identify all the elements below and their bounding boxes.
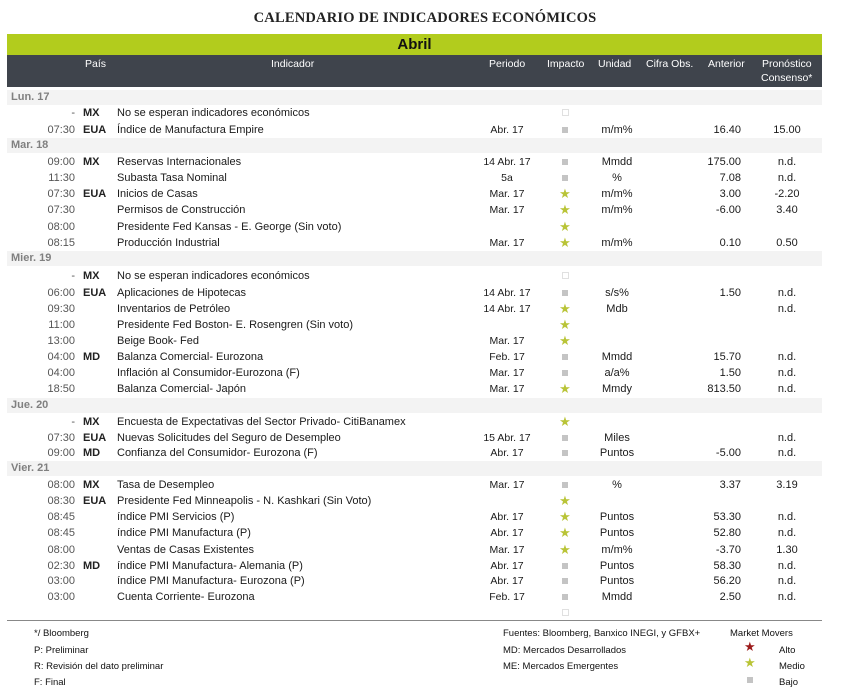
cell-anterior: 175.00 <box>707 156 741 168</box>
cell-pais: MX <box>83 107 100 119</box>
cell-pronostico: n.d. <box>777 575 797 587</box>
cell-periodo: 14 Abr. 17 <box>483 303 531 315</box>
cell-indicador: Presidente Fed Minneapolis - N. Kashkari (Sin Voto) <box>117 495 372 507</box>
cell-unidad: s/s% <box>605 287 629 299</box>
cell-time: - <box>71 416 75 428</box>
cell-pronostico: 3.40 <box>776 204 798 216</box>
impact-medio-star-icon: ★ <box>559 235 571 250</box>
cell-periodo: Mar. 17 <box>489 335 525 347</box>
table-row <box>7 542 822 558</box>
note-md: MD: Mercados Desarrollados <box>503 645 627 656</box>
cell-unidad: m/m% <box>601 544 633 556</box>
cell-time: 08:45 <box>47 511 75 523</box>
cell-anterior: 53.30 <box>713 511 741 523</box>
cell-pais: MX <box>83 270 100 282</box>
cell-unidad: a/a% <box>604 367 630 379</box>
cell-pronostico: n.d. <box>777 351 797 363</box>
legend-bajo: Bajo <box>779 677 799 688</box>
cell-unidad: % <box>612 172 622 184</box>
cell-indicador: Beige Book- Fed <box>117 335 199 347</box>
star-alto-icon: ★ <box>744 639 756 654</box>
impact-medio-star-icon: ★ <box>559 542 571 557</box>
cell-time: 11:00 <box>48 319 75 331</box>
cell-anterior: 2.50 <box>719 591 741 603</box>
cell-indicador: Ventas de Casas Existentes <box>117 544 254 556</box>
cell-indicador: Producción Industrial <box>117 237 220 249</box>
cell-time: 08:00 <box>47 544 75 556</box>
cell-time: - <box>71 270 75 282</box>
impact-empty-icon <box>559 605 571 621</box>
impact-bajo-square-icon <box>559 349 571 365</box>
table-row <box>7 186 822 202</box>
star-medio-icon: ★ <box>744 655 756 670</box>
cell-periodo: 14 Abr. 17 <box>483 287 531 299</box>
cell-anterior: 3.00 <box>719 188 741 200</box>
cell-indicador: Presidente Fed Boston- E. Rosengren (Sin voto) <box>117 319 354 331</box>
cell-time: 04:00 <box>47 367 75 379</box>
cell-indicador: índice PMI Servicios (P) <box>117 511 235 523</box>
cell-anterior: 52.80 <box>713 527 741 539</box>
impact-medio-star-icon: ★ <box>559 186 571 201</box>
cell-pronostico: 15.00 <box>773 124 801 136</box>
cell-periodo: Mar. 17 <box>489 544 525 556</box>
table-row <box>7 105 822 121</box>
cell-pronostico: n.d. <box>777 591 797 603</box>
cell-unidad: m/m% <box>601 237 633 249</box>
cell-pronostico: n.d. <box>777 511 797 523</box>
cell-periodo: Mar. 17 <box>489 204 525 216</box>
impact-medio-star-icon: ★ <box>559 525 571 540</box>
cell-anterior: 813.50 <box>707 383 741 395</box>
cell-periodo: 5a <box>501 172 513 184</box>
cell-unidad: m/m% <box>601 204 633 216</box>
cell-periodo: Feb. 17 <box>489 351 525 363</box>
month-banner: Abril <box>7 34 822 55</box>
cell-pronostico: -2.20 <box>774 188 800 200</box>
cell-anterior: -6.00 <box>715 204 741 216</box>
cell-pronostico: 0.50 <box>776 237 798 249</box>
cell-anterior: 58.30 <box>713 560 741 572</box>
cell-time: 08:45 <box>47 527 75 539</box>
cell-periodo: Mar. 17 <box>489 367 525 379</box>
cell-pronostico: 3.19 <box>776 479 798 491</box>
cell-anterior: 16.40 <box>713 124 741 136</box>
cell-unidad: Puntos <box>599 447 635 459</box>
cell-pais: MX <box>83 156 100 168</box>
table-row <box>7 349 822 365</box>
table-row-end <box>7 605 822 621</box>
note-preliminar: P: Preliminar <box>34 645 89 656</box>
cell-pronostico: n.d. <box>777 560 797 572</box>
note-final: F: Final <box>34 677 66 688</box>
note-fuentes: Fuentes: Bloomberg, Banxico INEGI, y GFBX+ <box>503 628 701 639</box>
cell-unidad: Mdb <box>606 303 628 315</box>
cell-anterior: 7.08 <box>719 172 741 184</box>
col-header-indicador: Indicador <box>271 58 315 70</box>
cell-pronostico: 1.30 <box>776 544 798 556</box>
cell-time: 18:50 <box>47 383 75 395</box>
table-row <box>7 573 822 589</box>
day-label: Mar. 18 <box>11 139 49 151</box>
impact-bajo-square-icon <box>559 170 571 186</box>
impact-bajo-square-icon <box>559 365 571 381</box>
cell-periodo: Abr. 17 <box>490 124 524 136</box>
cell-pronostico: n.d. <box>777 156 797 168</box>
cell-anterior: -5.00 <box>715 447 741 459</box>
cell-pronostico: n.d. <box>777 172 797 184</box>
cell-indicador: Reservas Internacionales <box>117 156 242 168</box>
col-header-periodo: Periodo <box>489 58 526 70</box>
cell-periodo: Abr. 17 <box>490 560 524 572</box>
cell-pais: EUA <box>83 432 107 444</box>
cell-pais: MX <box>83 416 100 428</box>
legend-medio: Medio <box>779 661 805 672</box>
cell-anterior: 1.50 <box>719 367 741 379</box>
cell-unidad: m/m% <box>601 188 633 200</box>
day-header <box>7 461 822 476</box>
cell-anterior: 1.50 <box>719 287 741 299</box>
cell-time: 07:30 <box>47 204 75 216</box>
col-header-impacto: Impacto <box>547 58 585 70</box>
cell-indicador: índice PMI Manufactura- Eurozona (P) <box>117 575 305 587</box>
legend-alto: Alto <box>779 645 796 656</box>
impact-bajo-square-icon <box>559 122 571 138</box>
cell-periodo: Abr. 17 <box>490 575 524 587</box>
cell-periodo: 14 Abr. 17 <box>483 156 531 168</box>
cell-periodo: 15 Abr. 17 <box>483 432 531 444</box>
col-header-cifra: Cifra Obs. <box>646 58 694 70</box>
cell-time: 08:00 <box>47 221 75 233</box>
impact-bajo-square-icon <box>559 430 571 446</box>
cell-periodo: Mar. 17 <box>489 237 525 249</box>
day-label: Lun. 17 <box>11 91 50 103</box>
table-row <box>7 445 822 461</box>
table-row <box>7 477 822 493</box>
impact-bajo-square-icon <box>559 558 571 574</box>
cell-indicador: Tasa de Desempleo <box>117 479 215 491</box>
cell-unidad: Puntos <box>599 527 635 539</box>
impact-medio-star-icon: ★ <box>559 381 571 396</box>
impact-empty-icon <box>559 268 571 284</box>
page-title: CALENDARIO DE INDICADORES ECONÓMICOS <box>253 10 597 26</box>
cell-time: 04:00 <box>47 351 75 363</box>
cell-unidad: Puntos <box>599 560 635 572</box>
cell-unidad: Puntos <box>599 511 635 523</box>
table-row <box>7 154 822 170</box>
cell-pronostico: n.d. <box>777 527 797 539</box>
table-row <box>7 268 822 284</box>
table-row <box>7 493 822 509</box>
cell-periodo: Abr. 17 <box>490 527 524 539</box>
cell-indicador: Inicios de Casas <box>117 188 198 200</box>
table-header <box>7 55 822 87</box>
cell-periodo: Mar. 17 <box>489 383 525 395</box>
cell-indicador: Confianza del Consumidor- Eurozona (F) <box>117 447 318 459</box>
impact-bajo-square-icon <box>559 477 571 493</box>
cell-time: 03:00 <box>47 575 75 587</box>
table-row <box>7 301 822 317</box>
square-bajo-icon <box>747 677 753 683</box>
cell-pais: EUA <box>83 188 107 200</box>
table-row <box>7 285 822 301</box>
impact-medio-star-icon: ★ <box>559 493 571 508</box>
footer-divider <box>7 620 822 621</box>
cell-time: 06:00 <box>47 287 75 299</box>
impact-bajo-square-icon <box>559 589 571 605</box>
cell-time: 07:30 <box>47 124 75 136</box>
day-label: Mier. 19 <box>11 252 52 264</box>
cell-indicador: Nuevas Solicitudes del Seguro de Desempleo <box>117 432 341 444</box>
table-row <box>7 589 822 605</box>
cell-unidad: Mmdd <box>601 351 633 363</box>
cell-time: 03:00 <box>47 591 75 603</box>
cell-pronostico: n.d. <box>777 447 797 459</box>
impact-bajo-square-icon <box>559 445 571 461</box>
impact-bajo-square-icon <box>559 573 571 589</box>
cell-pronostico: n.d. <box>777 287 797 299</box>
note-me: ME: Mercados Emergentes <box>503 661 619 672</box>
cell-time: 11:30 <box>48 172 75 184</box>
cell-indicador: Subasta Tasa Nominal <box>117 172 227 184</box>
cell-time: - <box>71 107 75 119</box>
cell-pais: MD <box>83 447 101 459</box>
table-row <box>7 558 822 574</box>
day-label: Jue. 20 <box>11 399 49 411</box>
day-header <box>7 251 822 266</box>
cell-indicador: Balanza Comercial- Eurozona <box>117 351 264 363</box>
legend-title: Market Movers <box>730 628 793 639</box>
cell-indicador: Inflación al Consumidor-Eurozona (F) <box>117 367 300 379</box>
cell-periodo: Mar. 17 <box>489 479 525 491</box>
table-row <box>7 525 822 541</box>
note-bloomberg: */ Bloomberg <box>34 628 89 639</box>
cell-indicador: Índice de Manufactura Empire <box>117 124 264 136</box>
cell-periodo: Abr. 17 <box>490 447 524 459</box>
table-row <box>7 365 822 381</box>
cell-unidad: Puntos <box>599 575 635 587</box>
cell-pronostico: n.d. <box>777 367 797 379</box>
impact-empty-icon <box>559 105 571 121</box>
table-row <box>7 122 822 138</box>
table-row <box>7 509 822 525</box>
cell-unidad: Mmdy <box>602 383 632 395</box>
cell-unidad: Mmdd <box>601 156 633 168</box>
cell-time: 09:30 <box>47 303 75 315</box>
cell-pais: EUA <box>83 495 107 507</box>
table-row <box>7 235 822 251</box>
impact-medio-star-icon: ★ <box>559 333 571 348</box>
cell-indicador: Inventarios de Petróleo <box>117 303 231 315</box>
table-row <box>7 202 822 218</box>
day-header <box>7 398 822 413</box>
cell-pronostico: n.d. <box>777 383 797 395</box>
col-header-anterior: Anterior <box>708 58 745 70</box>
impact-bajo-square-icon <box>559 154 571 170</box>
cell-time: 07:30 <box>47 432 75 444</box>
cell-pais: MX <box>83 479 100 491</box>
day-label: Vier. 21 <box>11 462 50 474</box>
cell-periodo: Feb. 17 <box>489 591 525 603</box>
cell-pais: MD <box>83 560 101 572</box>
col-header-pais: País <box>85 58 107 70</box>
note-revision: R: Revisión del dato preliminar <box>34 661 164 672</box>
day-header <box>7 138 822 153</box>
cell-indicador: índice PMI Manufactura- Alemania (P) <box>117 560 303 572</box>
table-row <box>7 333 822 349</box>
cell-pais: EUA <box>83 287 107 299</box>
cell-unidad: m/m% <box>601 124 633 136</box>
impact-medio-star-icon: ★ <box>559 219 571 234</box>
cell-time: 13:00 <box>47 335 75 347</box>
col-header-unidad: Unidad <box>598 58 632 70</box>
day-header <box>7 90 822 105</box>
cell-indicador: Cuenta Corriente- Eurozona <box>117 591 255 603</box>
cell-time: 08:15 <box>47 237 75 249</box>
cell-pais: MD <box>83 351 101 363</box>
cell-periodo: Mar. 17 <box>489 188 525 200</box>
cell-indicador: No se esperan indicadores económicos <box>117 270 310 282</box>
cell-periodo: Abr. 17 <box>490 511 524 523</box>
col-header-consenso: Consenso* <box>761 72 813 84</box>
cell-indicador: Balanza Comercial- Japón <box>117 383 247 395</box>
impact-medio-star-icon: ★ <box>559 301 571 316</box>
col-header-pronostico: Pronóstico <box>762 58 812 70</box>
table-row <box>7 170 822 186</box>
cell-time: 08:30 <box>47 495 75 507</box>
table-row <box>7 430 822 446</box>
table-row <box>7 414 822 430</box>
cell-pais: EUA <box>83 124 107 136</box>
impact-medio-star-icon: ★ <box>559 317 571 332</box>
cell-unidad: Miles <box>604 432 630 444</box>
cell-anterior: 56.20 <box>713 575 741 587</box>
cell-anterior: 0.10 <box>719 237 741 249</box>
cell-indicador: Permisos de Construcción <box>117 204 246 216</box>
table-row <box>7 317 822 333</box>
cell-time: 09:00 <box>47 156 75 168</box>
table-row <box>7 219 822 235</box>
cell-anterior: -3.70 <box>715 544 741 556</box>
cell-indicador: Encuesta de Expectativas del Sector Privado- CitiBanamex <box>117 416 406 428</box>
cell-unidad: % <box>612 479 622 491</box>
cell-time: 09:00 <box>47 447 75 459</box>
impact-medio-star-icon: ★ <box>559 509 571 524</box>
impact-medio-star-icon: ★ <box>559 414 571 429</box>
cell-time: 02:30 <box>47 560 75 572</box>
cell-indicador: Aplicaciones de Hipotecas <box>117 287 247 299</box>
cell-indicador: Presidente Fed Kansas - E. George (Sin voto) <box>117 221 342 233</box>
cell-pronostico: n.d. <box>777 432 797 444</box>
cell-unidad: Mmdd <box>601 591 633 603</box>
table-row <box>7 381 822 397</box>
impact-medio-star-icon: ★ <box>559 202 571 217</box>
cell-time: 08:00 <box>47 479 75 491</box>
cell-pronostico: n.d. <box>777 303 797 315</box>
impact-bajo-square-icon <box>559 285 571 301</box>
cell-anterior: 3.37 <box>719 479 741 491</box>
cell-indicador: índice PMI Manufactura (P) <box>117 527 251 539</box>
cell-time: 07:30 <box>47 188 75 200</box>
cell-indicador: No se esperan indicadores económicos <box>117 107 310 119</box>
cell-anterior: 15.70 <box>713 351 741 363</box>
